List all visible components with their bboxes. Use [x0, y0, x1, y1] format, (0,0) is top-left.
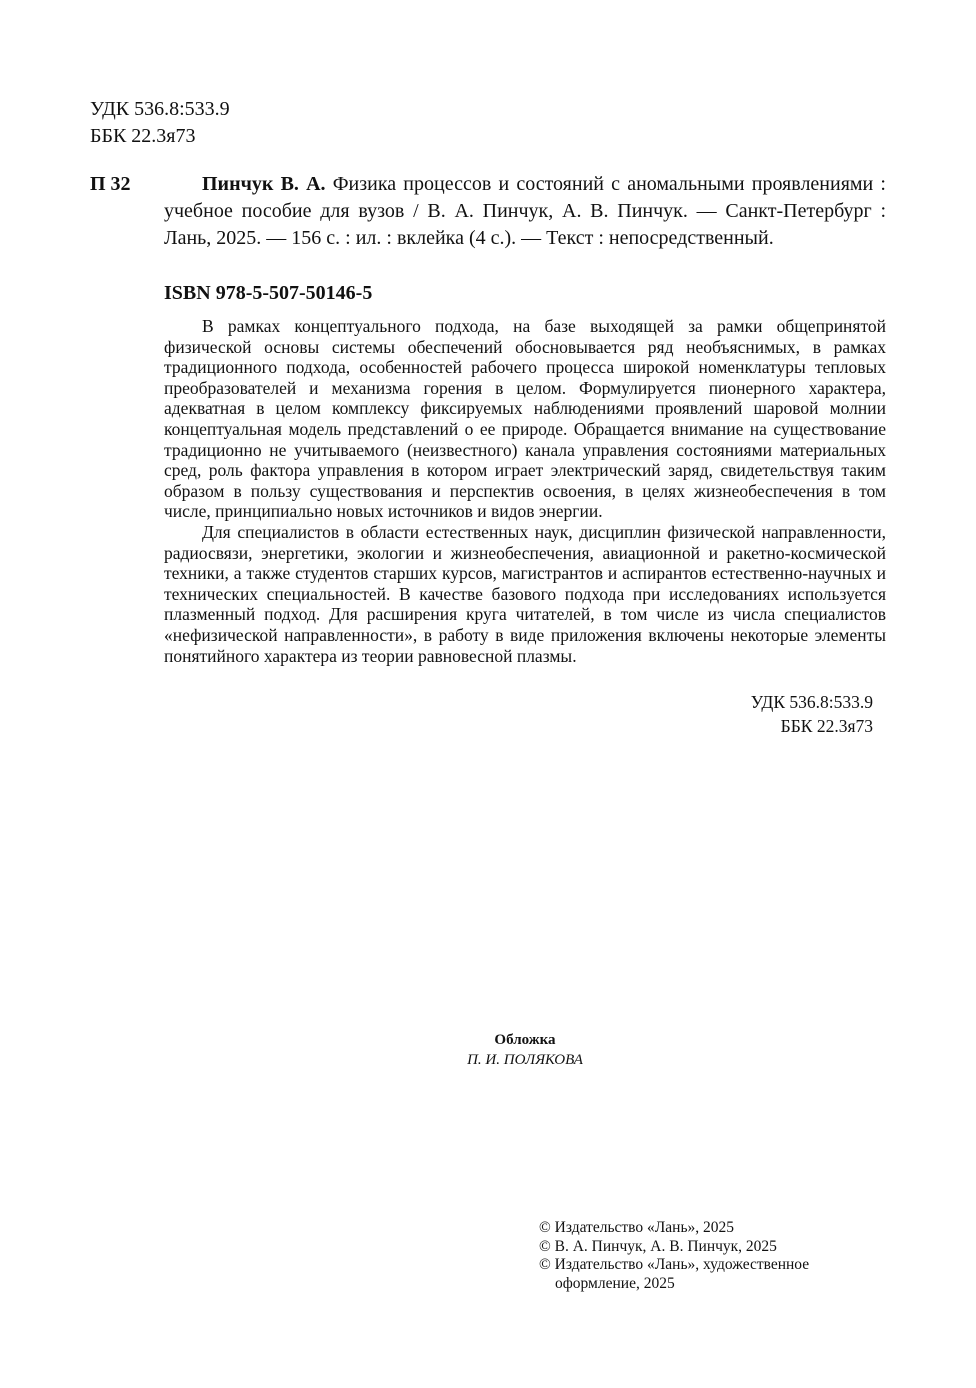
bbk-code: ББК 22.3я73 — [780, 716, 873, 736]
author-name: Пинчук В. А. — [202, 173, 326, 195]
udk-code: УДК 536.8:533.9 — [90, 98, 230, 120]
classification-bottom — [700, 690, 873, 738]
annotation-paragraph: В рамках концептуального подхода, на базе выходящей за рамки общепринятой физической основы системы обеспечений обосновывается ряд необъяснимых, в рамках традиционного подхода, особенностей рабочего процесса широкой номенклатуры тепловых преобразователей и механизма горения в целом. Формулируется пионерного характера, адекватная в целом комплексу фиксируемых наблюдениями проявлений шаровой молнии концептуальная модель представлений о ее природе. Обращается внимание на существование традиционно не учитываемого (неизвестного) канала управления состояниями материальных сред, роль фактора управления в котором играет электрический заряд, свидетельствуя таким образом в пользу существования и перспектив освоения, в целях жизнеобеспечения в том числе, принципиально новых источников и видов энергии. — [164, 316, 886, 522]
annotation — [164, 316, 886, 666]
udk-code: УДК 536.8:533.9 — [750, 692, 873, 712]
isbn: ISBN 978-5-507-50146-5 — [164, 282, 373, 304]
copyright-line: © Издательство «Лань», художественное оформление, 2025 — [539, 1256, 810, 1292]
cover-label: Обложка — [494, 1032, 556, 1048]
bibliographic-description: Физика процессов и состояний с аномальными проявлениями : учебное пособие для вузов / В. А. Пинчук, А. В. Пинчук. — Санкт-Петербург : Лань, 2025. — 156 с. : ил. : вклейка (4 с.). — Текст : непосредственный. — [164, 173, 886, 249]
author-mark: П 32 — [90, 173, 131, 195]
annotation-paragraph: Для специалистов в области естественных наук, дисциплин физической направленности, радиосвязи, энергетики, экологии и жизнеобеспечения, авиационной и ракетно-космической техники, а также студентов старших курсов, магистрантов и аспирантов естественно-научных и технических специальностей. В качестве базового подхода при исследованиях используется плазменный подход. Для расширения круга читателей, в том числе из числа специалистов «нефизической направленности», в работу в виде приложения включены некоторые элементы понятийного характера из теории равновесной плазмы. — [164, 521, 886, 666]
copyright-block — [539, 1219, 869, 1293]
copyright-line: © В. А. Пинчук, А. В. Пинчук, 2025 — [539, 1237, 777, 1255]
cover-designer: П. И. ПОЛЯКОВА — [467, 1052, 583, 1068]
bibliographic-record — [164, 171, 886, 252]
cover-credit — [400, 1030, 650, 1070]
classification-top — [90, 96, 230, 150]
copyright-line: © Издательство «Лань», 2025 — [539, 1219, 735, 1236]
bbk-code: ББК 22.3я73 — [90, 125, 196, 147]
